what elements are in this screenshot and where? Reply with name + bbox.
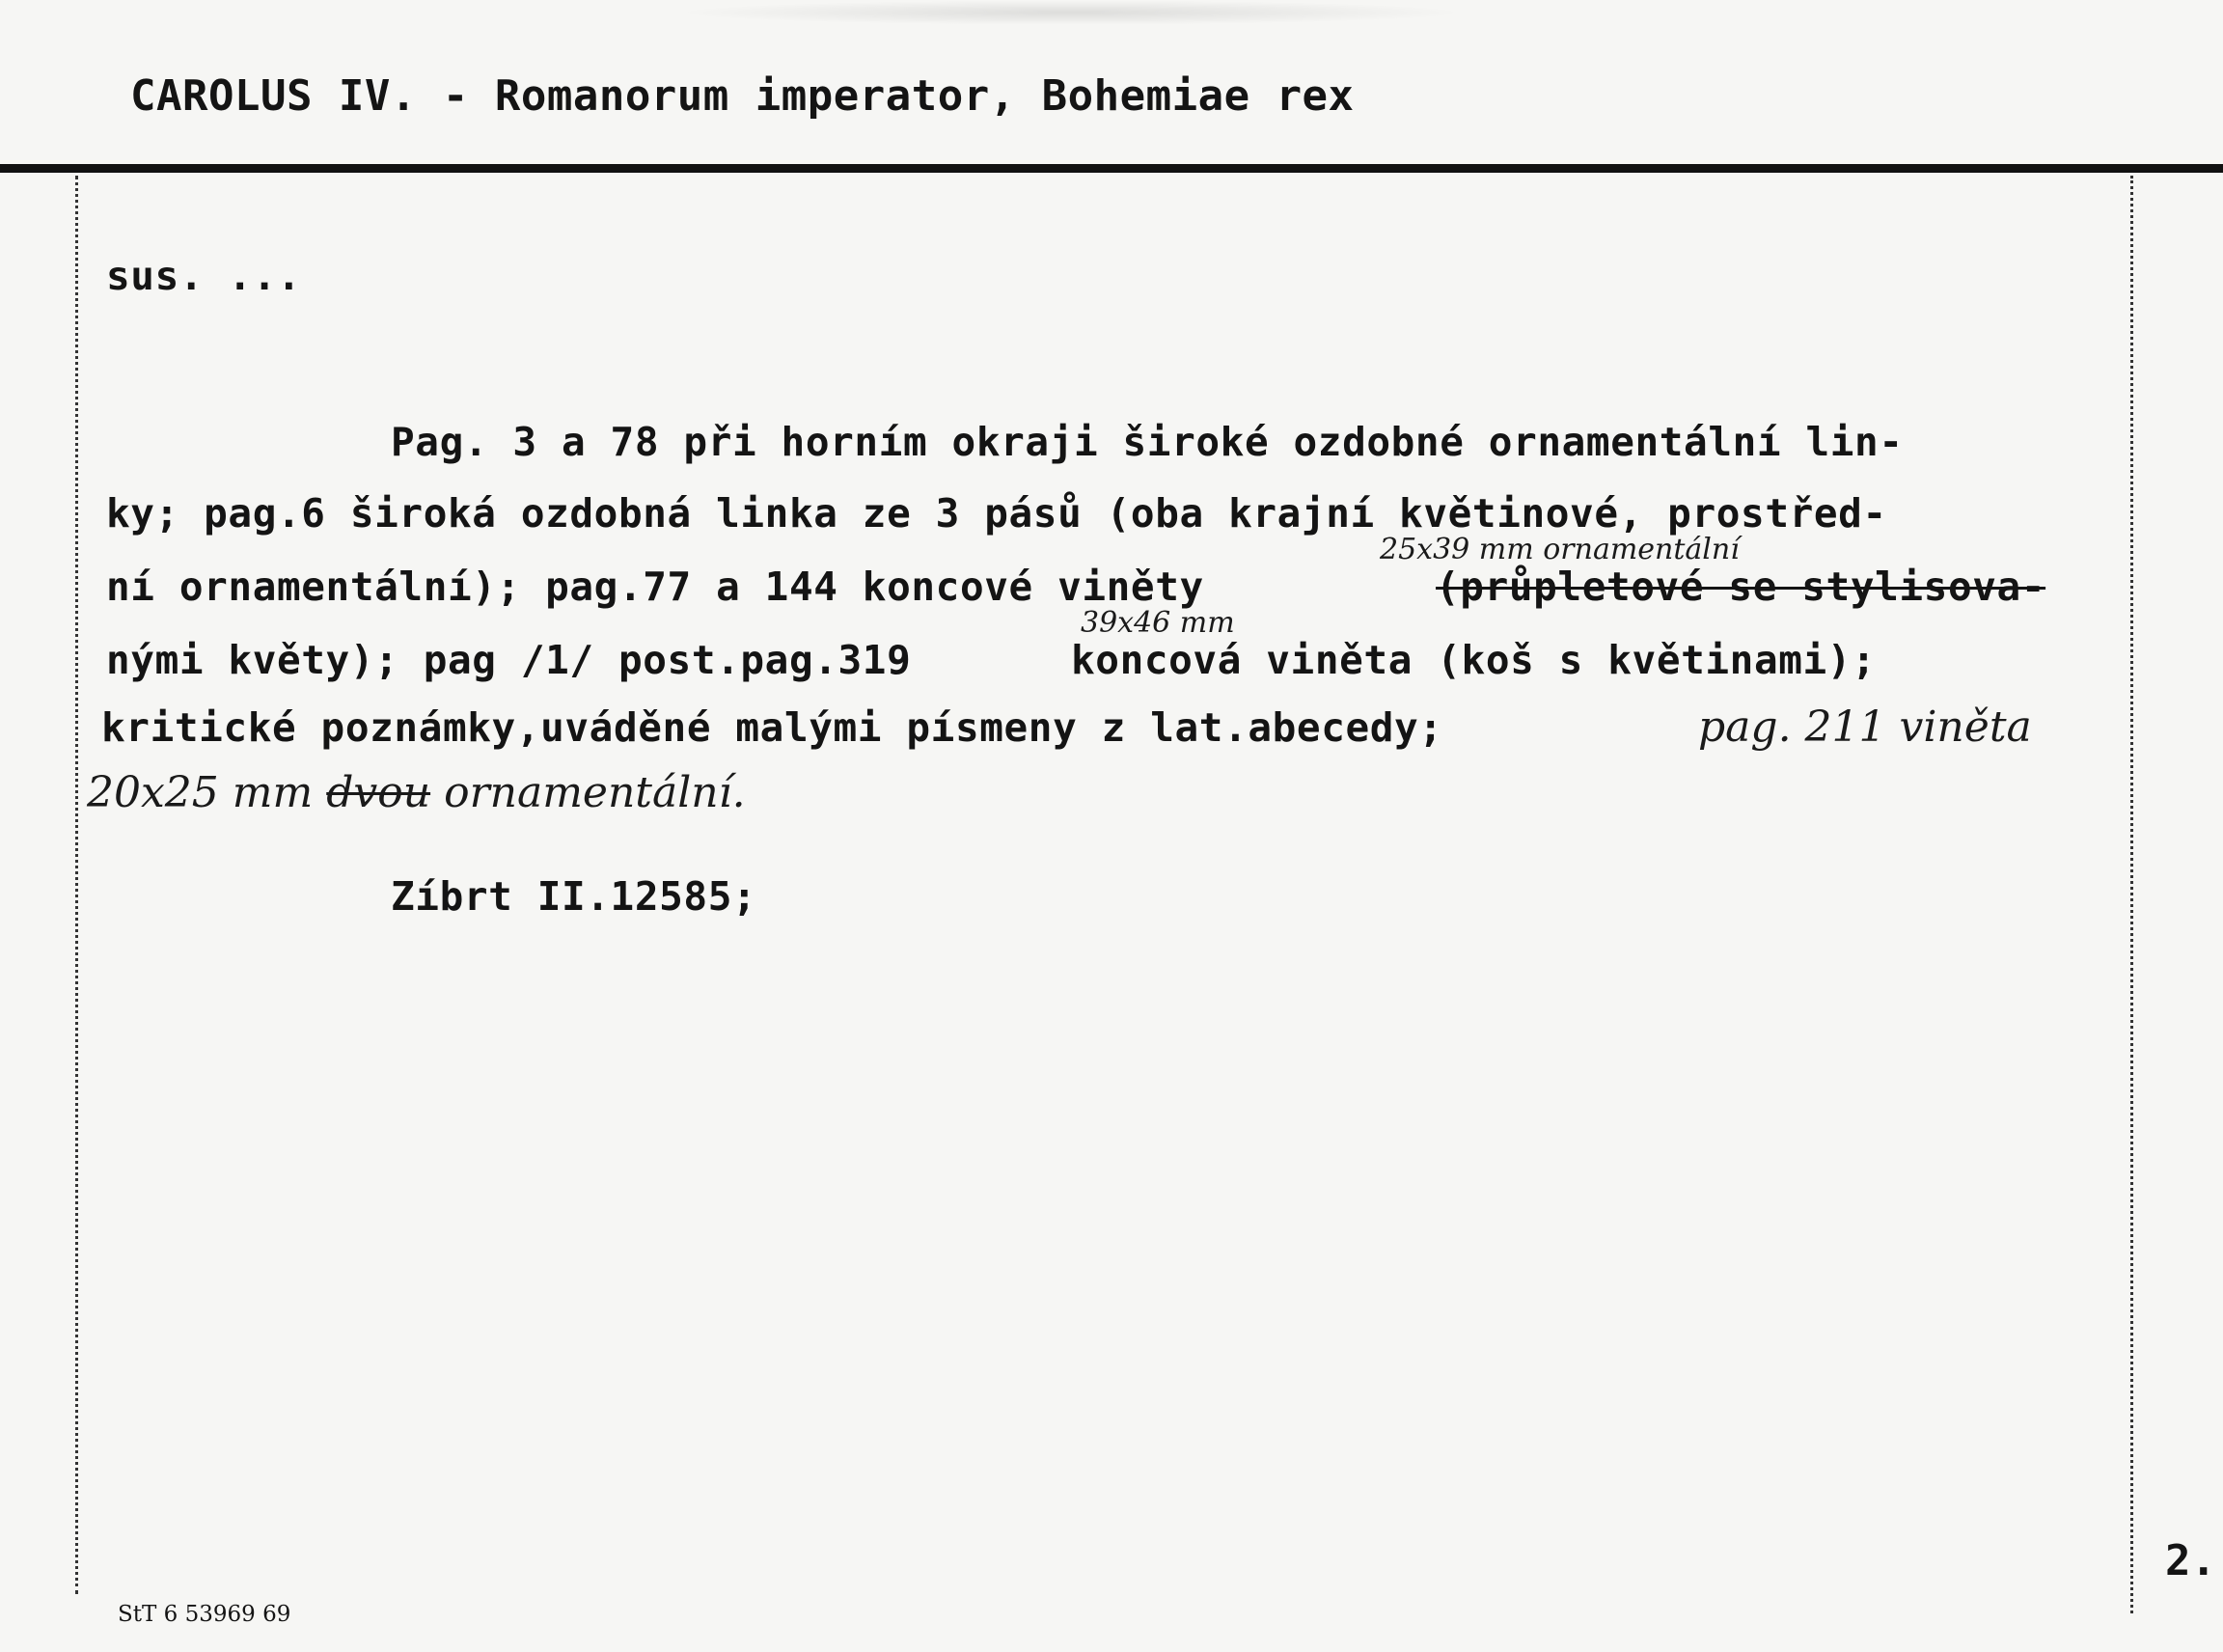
body-line-1: Pag. 3 a 78 při horním okraji široké ozdobné ornamentální lin- <box>391 419 1904 465</box>
handwritten-size: 20x25 mm <box>87 768 314 817</box>
struck-word: (průpletové se stylisova- <box>1436 564 2046 610</box>
header-rule <box>0 164 2223 173</box>
left-margin-line <box>75 176 78 1594</box>
handwritten-note-page: pag. 211 viněta <box>1698 702 2032 752</box>
body-line-3: ní ornamentální); pag.77 a 144 koncové viněty <box>106 564 1204 610</box>
intro-text: sus. ... <box>106 253 302 299</box>
scan-smudge <box>675 0 1467 25</box>
handwritten-struck: dvou <box>326 768 431 817</box>
card-number: 2. <box>2165 1536 2216 1585</box>
body-line-4-continued: koncová viněta (koš s květinami); <box>1071 637 1877 683</box>
handwritten-note-size-line <box>87 768 746 817</box>
handwritten-note-vignette-size: 39x46 mm <box>1081 606 1235 640</box>
body-line-5: kritické poznámky,uváděné malými písmeny z lat.abecedy; <box>101 704 1443 751</box>
body-line-2: ky; pag.6 široká ozdobná linka ze 3 pásů (oba krajní květinové, prostřed- <box>106 490 1887 537</box>
handwritten-note-dimensions: 25x39 mm ornamentální <box>1380 533 1740 566</box>
body-line-3-continued <box>1436 564 2045 610</box>
right-margin-line <box>2130 176 2133 1613</box>
body-line-4: nými květy); pag /1/ post.pag.319 <box>106 637 912 683</box>
reference-line: Zíbrt II.12585; <box>391 873 757 920</box>
handwritten-tail: ornamentální. <box>444 768 746 817</box>
card-heading: CAROLUS IV. - Romanorum imperator, Bohemiae rex <box>130 71 1355 121</box>
footer-stamp: StT 6 53969 69 <box>118 1602 291 1627</box>
